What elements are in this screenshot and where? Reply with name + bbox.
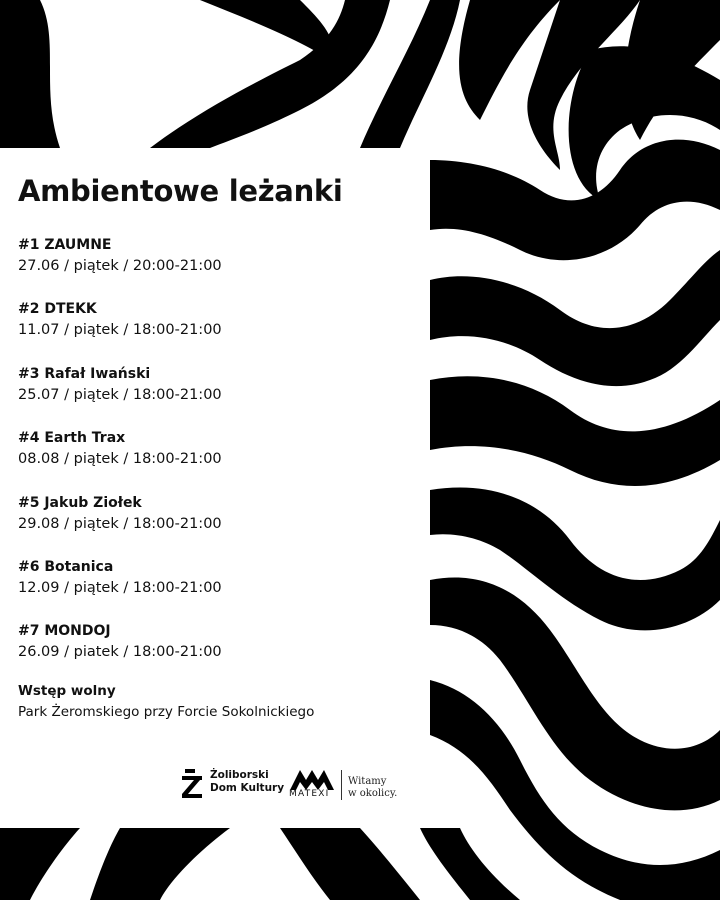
event-item-4 — [18, 428, 418, 470]
zdk-line-1: Żoliborski — [210, 769, 269, 781]
event-item-1 — [18, 235, 418, 277]
event-name: #6 Botanica — [18, 559, 114, 575]
event-date: 27.06 / piątek / 20:00-21:00 — [18, 258, 222, 274]
event-info — [18, 681, 418, 723]
event-name: #2 DTEKK — [18, 301, 97, 317]
logo-divider — [341, 770, 342, 800]
witamy-line-2: w okolicy. — [348, 788, 398, 799]
event-date: 11.07 / piątek / 18:00-21:00 — [18, 322, 222, 338]
event-date: 25.07 / piątek / 18:00-21:00 — [18, 387, 222, 403]
zdk-logo-text — [210, 769, 284, 795]
event-item-5 — [18, 493, 418, 535]
event-item-6 — [18, 557, 418, 599]
event-name: #7 MONDOJ — [18, 623, 111, 639]
event-item-7 — [18, 621, 418, 663]
event-name: #4 Earth Trax — [18, 430, 126, 446]
location-info: Park Żeromskiego przy Forcie Sokolnickiego — [18, 704, 315, 720]
event-date: 12.09 / piątek / 18:00-21:00 — [18, 580, 222, 596]
matexi-logo-icon — [290, 768, 334, 790]
witamy-tagline — [348, 776, 397, 800]
zdk-line-2: Dom Kultury — [210, 782, 285, 794]
zdk-logo-icon — [180, 767, 206, 801]
event-name: #3 Rafał Iwański — [18, 366, 151, 382]
page-title: Ambientowe leżanki — [18, 174, 343, 208]
event-date: 26.09 / piatek / 18:00-21:00 — [18, 644, 222, 660]
event-date: 29.08 / piątek / 18:00-21:00 — [18, 516, 222, 532]
entry-info: Wstęp wolny — [18, 683, 116, 699]
event-name: #1 ZAUMNE — [18, 237, 112, 253]
sponsor-logos — [180, 765, 420, 805]
event-date: 08.08 / piątek / 18:00-21:00 — [18, 451, 222, 467]
witamy-line-1: Witamy — [348, 776, 387, 787]
event-name: #5 Jakub Ziołek — [18, 495, 142, 511]
matexi-logo-text: MATEXI — [289, 789, 330, 799]
event-item-2 — [18, 299, 418, 341]
event-item-3 — [18, 364, 418, 406]
